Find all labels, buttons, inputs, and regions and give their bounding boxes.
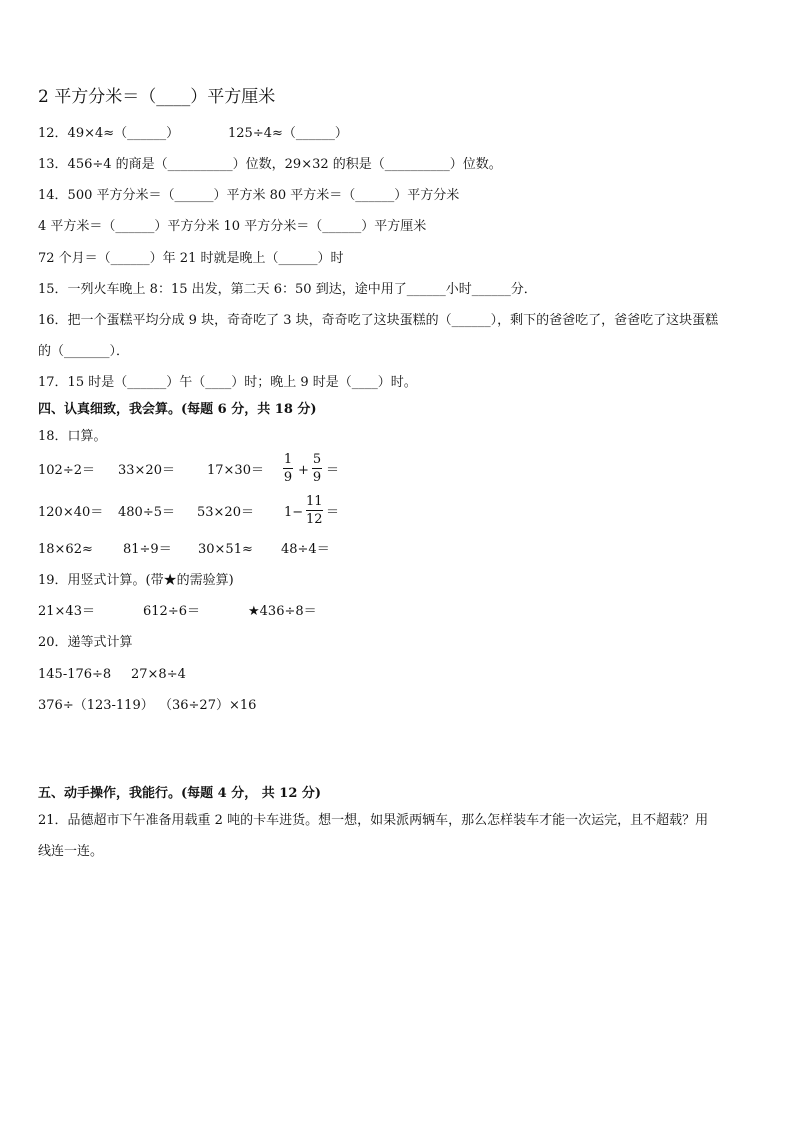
vertical-calc-3-text: 436÷8＝	[259, 604, 317, 619]
oral-r1-c3: 17×30＝	[207, 463, 264, 478]
question-14-line-1: 14．500 平方分米＝（______）平方米 80 平方米＝（______）平方分米	[38, 188, 460, 203]
section-5-heading: 五、动手操作，我能行。(每题 4 分， 共 12 分)	[38, 786, 322, 801]
question-13: 13．456÷4 的商是（__________）位数，29×32 的积是（__________）位数。	[38, 157, 502, 172]
oral-r3-c3: 30×51≈	[198, 542, 253, 557]
vertical-calc-3	[248, 603, 317, 620]
question-12-part-a: 12．49×4≈（______）	[38, 126, 180, 141]
equals-sign: ＝	[326, 463, 340, 478]
oral-r3-c1: 18×62≈	[38, 542, 93, 557]
one-minus: 1−	[284, 505, 304, 520]
fraction-one-ninth	[283, 452, 293, 485]
question-21-line-1: 21．品德超市下午准备用载重 2 吨的卡车进货。想一想，如果派两辆车，那么怎样装车才能一次运完，且不超载？用	[38, 813, 709, 828]
question-12-part-b: 125÷4≈（______）	[228, 126, 348, 141]
vertical-calc-1: 21×43＝	[38, 604, 95, 619]
fraction-numerator: 11	[306, 494, 323, 509]
fraction-numerator: 1	[283, 452, 293, 467]
oral-r3-c4: 48÷4＝	[281, 542, 330, 557]
question-20: 20．递等式计算	[38, 635, 133, 650]
fraction-bar	[312, 468, 322, 469]
question-area-conversion: 2 平方分米＝（____）平方厘米	[38, 87, 276, 107]
question-14-line-3: 72 个月＝（______）年 21 时就是晚上（______）时	[38, 251, 344, 266]
fraction-denominator: 12	[306, 512, 323, 527]
oral-r1-c1: 102÷2＝	[38, 463, 95, 478]
oral-r3-c2: 81÷9＝	[123, 542, 172, 557]
question-16-line-1: 16．把一个蛋糕平均分成 9 块，奇奇吃了 3 块，奇奇吃了这块蛋糕的（______），剩下的爸爸吃了，爸爸吃了这块蛋糕	[38, 313, 719, 328]
oral-r2-c1: 120×40＝	[38, 505, 104, 520]
section-4-heading: 四、认真细致，我会算。(每题 6 分，共 18 分)	[38, 402, 317, 417]
star-icon: ★	[248, 604, 260, 619]
question-14-line-2: 4 平方米＝（______）平方分米 10 平方分米＝（______）平方厘米	[38, 219, 427, 234]
question-17: 17．15 时是（______）午（____）时；晚上 9 时是（____）时。	[38, 375, 417, 390]
fraction-denominator: 9	[312, 470, 322, 485]
fraction-numerator: 5	[312, 452, 322, 467]
stepwise-r2-c2: （36÷27）×16	[159, 698, 257, 713]
oral-r2-c2: 480÷5＝	[118, 505, 175, 520]
stepwise-r2-c1: 376÷（123-119）	[38, 698, 154, 713]
fraction-eleven-twelfths	[306, 494, 323, 527]
oral-r1-c2: 33×20＝	[118, 463, 175, 478]
oral-r2-c3: 53×20＝	[197, 505, 254, 520]
fraction-five-ninths	[312, 452, 322, 485]
question-21-line-2: 线连一连。	[38, 844, 104, 859]
question-18: 18．口算。	[38, 429, 107, 444]
question-15: 15．一列火车晚上 8：15 出发，第二天 6：50 到达，途中用了______小时______分．	[38, 282, 537, 297]
plus-sign: +	[298, 463, 309, 478]
equals-sign: ＝	[326, 505, 340, 520]
fraction-bar	[283, 468, 293, 469]
stepwise-r1-c1: 145-176÷8	[38, 667, 112, 682]
question-16-line-2: 的（_______）．	[38, 344, 130, 359]
fraction-bar	[306, 510, 323, 511]
fraction-denominator: 9	[283, 470, 293, 485]
vertical-calc-2: 612÷6＝	[143, 604, 200, 619]
question-19: 19．用竖式计算。(带★的需验算)	[38, 573, 234, 588]
stepwise-r1-c2: 27×8÷4	[131, 667, 186, 682]
